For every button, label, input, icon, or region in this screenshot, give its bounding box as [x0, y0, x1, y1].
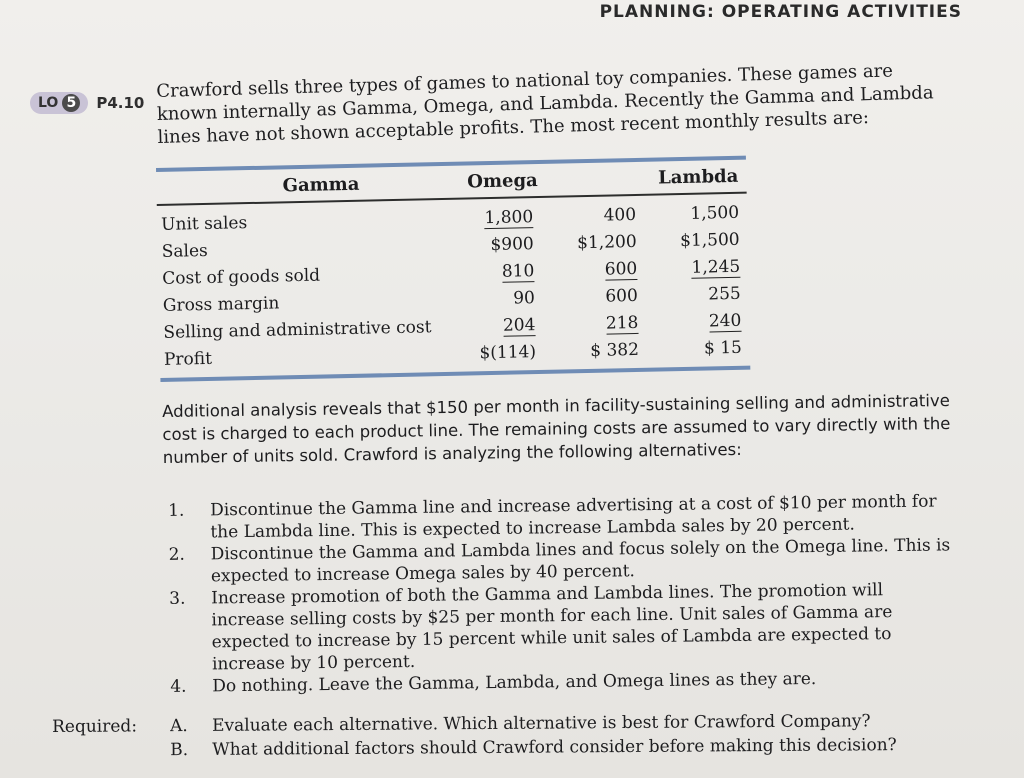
cell: 1,800	[484, 207, 534, 229]
cell: 255	[708, 283, 741, 305]
blank-header	[156, 172, 175, 201]
alternatives-list	[162, 490, 960, 698]
row-label: Profit	[163, 348, 213, 370]
row-label: Gross margin	[162, 293, 280, 316]
cell: 90	[513, 288, 536, 309]
cell: 1,245	[691, 256, 741, 278]
cell: 400	[603, 204, 637, 226]
required-text: Evaluate each alternative. Which alternative is best for Crawford Company?	[212, 711, 871, 736]
cell: $ 15	[703, 337, 743, 359]
row-label: Unit sales	[160, 213, 248, 235]
row-label: Cost of goods sold	[162, 265, 321, 289]
cell: 810	[501, 261, 535, 282]
required-letter: B.	[170, 740, 189, 761]
cell: $1,500	[679, 229, 740, 252]
required-text: What additional factors should Crawford consider before making this decision?	[212, 735, 897, 760]
required-section	[52, 709, 952, 763]
item-number: 4.	[170, 676, 187, 697]
lo-pill	[30, 92, 88, 114]
list-item	[163, 578, 960, 676]
col-gamma: Gamma	[282, 173, 360, 197]
required-label-spacer	[52, 738, 170, 763]
item-text: Do nothing. Leave the Gamma, Lambda, and Omega lines as they are.	[212, 669, 817, 697]
item-text: Discontinue the Gamma and Lambda lines and focus solely on the Omega line. This is expected to increase Omega sales by 40 percent.	[210, 535, 951, 587]
required-letter: A.	[170, 716, 188, 737]
row-label: Sales	[161, 240, 208, 262]
row-label: Selling and administrative cost	[163, 317, 432, 343]
cell: 240	[708, 310, 742, 332]
cell: $900	[490, 234, 534, 256]
running-head: PLANNING: OPERATING ACTIVITIES	[599, 2, 962, 22]
cell: $1,200	[576, 231, 637, 254]
cell: 600	[605, 285, 638, 307]
cell: 600	[604, 258, 638, 280]
learning-objective-badge	[30, 92, 144, 114]
analysis-paragraph: Additional analysis reveals that $150 per month in facility-sustaining selling and administrative cost is charged to each product line. The remaining costs are assumed to vary directly with the number of units sold. Crawford is analyzing the following alternatives:	[162, 391, 951, 467]
cell: $(114)	[479, 342, 537, 364]
cell: 218	[605, 312, 639, 334]
item-text: Increase promotion of both the Gamma and Lambda lines. The promotion will increase selling costs by $25 per month for each line. Unit sales of Gamma are expected to increase by 15 percent while unit sales of Lambda are expected to increase by 10 percent.	[211, 580, 893, 675]
required-label: Required:	[52, 716, 138, 737]
cell: 1,500	[690, 202, 740, 224]
problem-number: P4.10	[96, 94, 145, 112]
problem-intro: Crawford sells three types of games to national toy companies. These games are known internally as Gamma, Omega, and Lambda. Recently the Gamma and Lambda lines have not shown acceptable profits. The most recent monthly results are:	[156, 60, 934, 148]
cell: $ 382	[590, 339, 640, 361]
required-row	[52, 733, 952, 763]
col-omega: Omega	[467, 170, 538, 193]
lo-number: 5	[62, 94, 80, 112]
cell: 204	[502, 315, 536, 336]
item-number: 2.	[168, 544, 186, 565]
item-number: 3.	[169, 588, 186, 609]
item-number: 1.	[168, 500, 185, 521]
lo-prefix: LO	[38, 95, 59, 111]
item-text: Discontinue the Gamma line and increase advertising at a cost of $10 per month for the Lambda line. This is expected to increase Lambda sales by 20 percent.	[210, 491, 937, 543]
results-body	[157, 200, 750, 374]
monthly-results-table	[156, 156, 750, 382]
col-lambda: Lambda	[657, 165, 739, 189]
